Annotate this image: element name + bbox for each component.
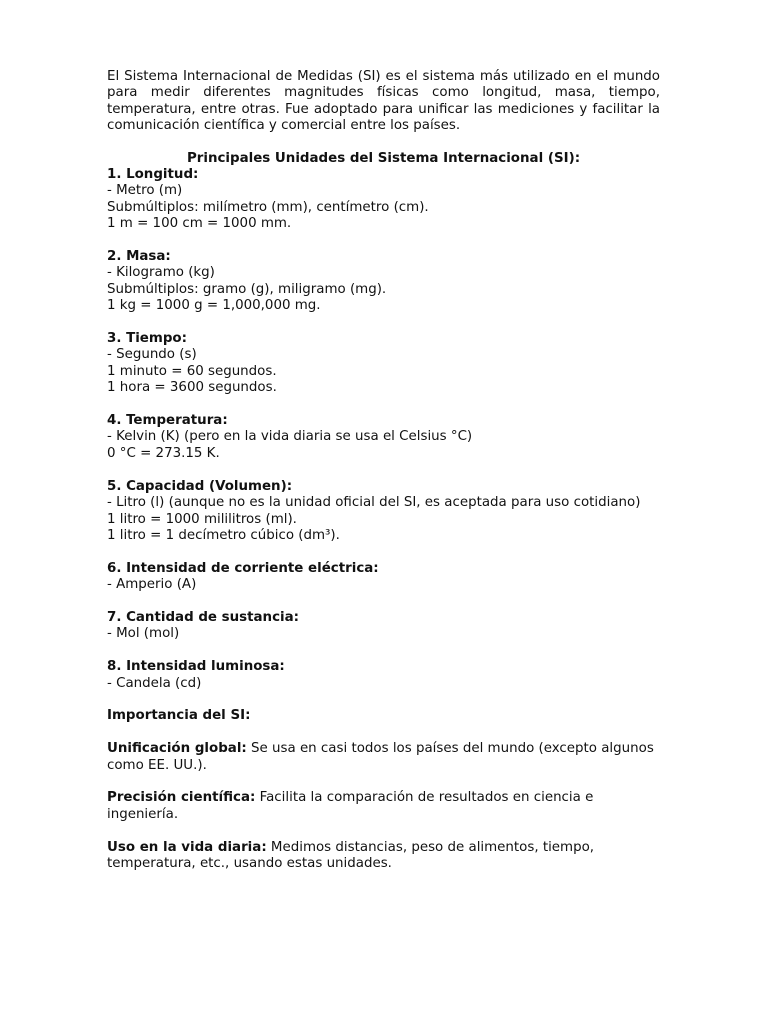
section-line: - Kilogramo (kg) xyxy=(107,265,215,281)
unit-section-longitud xyxy=(107,167,660,233)
section-heading: 3. Tiempo: xyxy=(107,331,187,347)
section-line: 1 litro = 1 decímetro cúbico (dm³). xyxy=(107,527,340,543)
importance-heading: Importancia del SI: xyxy=(107,708,251,724)
section-line: 1 minuto = 60 segundos. xyxy=(107,363,277,379)
section-heading: 4. Temperatura: xyxy=(107,413,228,429)
intro-paragraph: El Sistema Internacional de Medidas (SI) es el sistema más utilizado en el mundo para medir diferentes magnitudes físicas como longitud, masa, tiempo, temperatura, entre otras. Fue adoptado para unificar las mediciones y facilitar la comunicación científica y comercial entre los países. xyxy=(107,69,660,134)
section-line: - Litro (l) (aunque no es la unidad oficial del SI, es aceptada para uso cotidiano) xyxy=(107,495,641,511)
point-label: Precisión científica: xyxy=(107,790,256,806)
section-heading: 2. Masa: xyxy=(107,249,171,265)
section-line: 1 hora = 3600 segundos. xyxy=(107,380,277,396)
point-text: Se usa en casi todos los países del mundo (excepto algunos como EE. UU.). xyxy=(107,741,654,773)
section-line: - Amperio (A) xyxy=(107,577,197,593)
point-text: Medimos distancias, peso de alimentos, tiempo, temperatura, etc., usando estas unidades. xyxy=(107,839,595,871)
section-line: - Candela (cd) xyxy=(107,675,202,691)
section-heading: 7. Cantidad de sustancia: xyxy=(107,609,300,625)
document-page xyxy=(107,69,660,872)
point-label: Uso en la vida diaria: xyxy=(107,839,267,855)
section-line: 1 litro = 1000 mililitros (ml). xyxy=(107,511,297,527)
importance-point xyxy=(107,840,660,873)
unit-section-capacidad xyxy=(107,479,660,545)
unit-section-masa xyxy=(107,249,660,315)
point-label: Unificación global: xyxy=(107,741,247,757)
importance-point xyxy=(107,790,660,823)
unit-section-sustancia xyxy=(107,610,660,643)
unit-section-corriente xyxy=(107,561,660,594)
section-heading: 1. Longitud: xyxy=(107,167,199,183)
section-heading: 8. Intensidad luminosa: xyxy=(107,659,285,675)
section-line: - Kelvin (K) (pero en la vida diaria se usa el Celsius °C) xyxy=(107,429,473,445)
main-title: Principales Unidades del Sistema Internacional (SI): xyxy=(186,150,581,166)
section-line: 1 kg = 1000 g = 1,000,000 mg. xyxy=(107,298,321,314)
section-line: - Metro (m) xyxy=(107,183,183,199)
section-line: - Segundo (s) xyxy=(107,347,197,363)
section-heading: 5. Capacidad (Volumen): xyxy=(107,478,293,494)
section-line: 1 m = 100 cm = 1000 mm. xyxy=(107,216,292,232)
units-list xyxy=(107,167,660,692)
section-line: - Mol (mol) xyxy=(107,626,180,642)
section-heading: 6. Intensidad de corriente eléctrica: xyxy=(107,560,379,576)
point-text: Facilita la comparación de resultados en ciencia e ingeniería. xyxy=(107,790,594,822)
unit-section-luminosa xyxy=(107,659,660,692)
section-line: Submúltiplos: gramo (g), miligramo (mg). xyxy=(107,281,387,297)
unit-section-tiempo xyxy=(107,331,660,397)
unit-section-temperatura xyxy=(107,413,660,462)
importance-point xyxy=(107,741,660,774)
section-line: Submúltiplos: milímetro (mm), centímetro (cm). xyxy=(107,199,429,215)
section-line: 0 °C = 273.15 K. xyxy=(107,445,220,461)
